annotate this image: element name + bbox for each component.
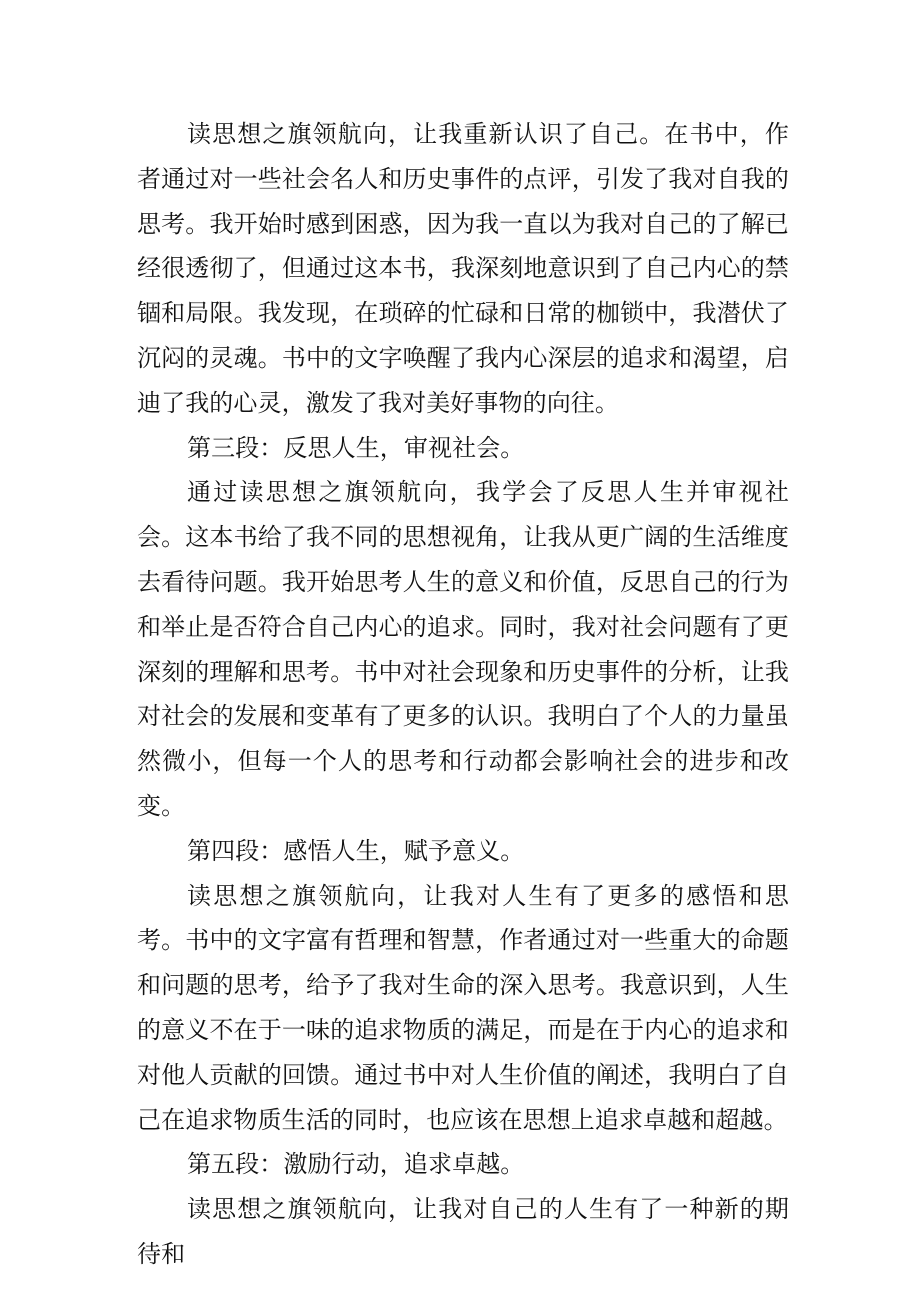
paragraph-self-reflection: 读思想之旗领航向，让我重新认识了自己。在书中，作者通过对一些社会名人和历史事件的点评，引发了我对自我的思考。我开始时感到困惑，因为我一直以为我对自己的了解已经很透彻了，但通过这本书，我深刻地意识到了自己内心的禁锢和局限。我发现，在琐碎的忙碌和日常的枷锁中，我潜伏了沉闷的灵魂。书中的文字唤醒了我内心深层的追求和渴望，启迪了我的心灵，激发了我对美好事物的向往。: [137, 120, 789, 417]
paragraph-pursue-excellence: 读思想之旗领航向，让我对自己的人生有了一种新的期待和: [137, 1195, 789, 1268]
paragraph-reflect-society: 通过读思想之旗领航向，我学会了反思人生并审视社会。这本书给了我不同的思想视角，让我从更广阔的生活维度去看待问题。我开始思考人生的意义和价值，反思自己的行为和举止是否符合自己内心的追求。同时，我对社会问题有了更深刻的理解和思考。书中对社会现象和历史事件的分析，让我对社会的发展和变革有了更多的认识。我明白了个人的力量虽然微小，但每一个人的思考和行动都会影响社会的进步和改变。: [137, 478, 789, 820]
section-heading-4: 第四段：感悟人生，赋予意义。: [187, 836, 525, 865]
section-heading-5: 第五段：激励行动，追求卓越。: [187, 1150, 525, 1179]
section-heading-3: 第三段：反思人生，审视社会。: [187, 433, 525, 462]
document-body: [137, 112, 789, 1277]
paragraph-life-meaning: 读思想之旗领航向，让我对人生有了更多的感悟和思考。书中的文字富有哲理和智慧，作者通过对一些重大的命题和问题的思考，给予了我对生命的深入思考。我意识到，人生的意义不在于一味的追求物质的满足，而是在于内心的追求和对他人贡献的回馈。通过书中对人生价值的阐述，我明白了自己在追求物质生活的同时，也应该在思想上追求卓越和超越。: [137, 881, 789, 1134]
